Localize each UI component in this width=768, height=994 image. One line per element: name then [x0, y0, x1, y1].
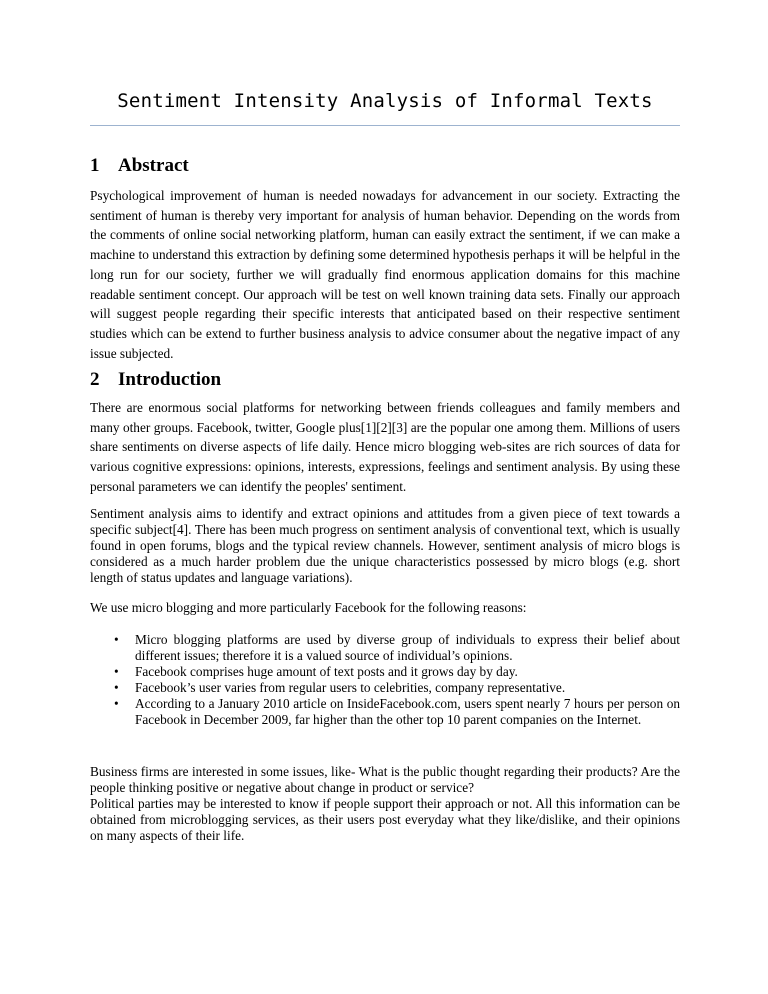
list-item: [90, 696, 680, 728]
reasons-list: [90, 632, 680, 728]
intro-paragraph: There are enormous social platforms for networking between friends colleagues and family members and many other groups. Facebook, twitter, Google plus[1][2][3] are the popular one among them. Millions of users share sentiments on diverse aspects of life daily. Hence micro blogging web-sites are rich sources of data for various cognitive expressions: opinions, interests, expressions, feelings and sentiment analysis. By using these personal parameters we can identify the peoples' sentiment.: [90, 400, 680, 494]
bullet-icon: •: [114, 680, 119, 695]
section-heading-introduction: [90, 369, 221, 391]
list-item-text: According to a January 2010 article on InsideFacebook.com, users spent nearly 7 hours per person on Facebook in December 2009, far higher than the other top 10 parent companies on the Internet.: [135, 696, 680, 727]
bullet-icon: •: [114, 632, 119, 647]
section-number: 2: [90, 369, 100, 390]
abstract-paragraph: Psychological improvement of human is needed nowadays for advancement in our society. Extracting the sentiment of human is thereby very important for analysis of human behavior. Depending on the words from the comments of online social networking platform, human can easily extract the sentiment, if we can make a machine to understand this extraction by defining some determined hypothesis perhaps it will be helpful in the long run for our society, further we will gradually find enormous application domains for this machine readable sentiment concept. Our approach will be test on well known training data sets. Finally our approach will suggest people regarding their specific interests that anticipated based on their respective sentiment studies which can be extend to further business analysis to advice consumer about the negative impact of any issue subjected.: [90, 188, 680, 361]
list-item-text: Facebook’s user varies from regular users to celebrities, company representative.: [135, 680, 566, 695]
section-title: Introduction: [118, 369, 222, 390]
reasons-intro: We use micro blogging and more particularly Facebook for the following reasons:: [90, 600, 527, 615]
list-item-text: Micro blogging platforms are used by diverse group of individuals to express their belief about different issues; therefore it is a valued source of individual’s opinions.: [135, 632, 680, 663]
list-item: [90, 680, 680, 696]
paper-title: Sentiment Intensity Analysis of Informal Texts: [117, 90, 653, 112]
bullet-icon: •: [114, 664, 119, 679]
section-title: Abstract: [118, 155, 189, 176]
political-paragraph: Political parties may be interested to know if people support their approach or not. All this information can be obtained from microblogging services, as their users post everyday what they like/dislike, and their opinions on many aspects of their life.: [90, 796, 680, 843]
business-paragraph: Business firms are interested in some issues, like- What is the public thought regarding their products? Are the people thinking positive or negative about change in product or service?: [90, 764, 680, 795]
section-heading-abstract: [90, 155, 189, 177]
section-number: 1: [90, 155, 100, 176]
list-item-text: Facebook comprises huge amount of text posts and it grows day by day.: [135, 664, 518, 679]
title-divider: [90, 125, 680, 126]
intro-paragraph: Sentiment analysis aims to identify and extract opinions and attitudes from a given piece of text towards a specific subject[4]. There has been much progress on sentiment analysis of conventional text, which is usually found in open forums, blogs and the typical review channels. However, sentiment analysis of micro blogs is considered as a much harder problem due the unique characteristics possessed by micro blogs (e.g. short length of status updates and language variations).: [90, 506, 680, 585]
list-item: [90, 664, 680, 680]
list-item: [90, 632, 680, 664]
bullet-icon: •: [114, 696, 119, 711]
